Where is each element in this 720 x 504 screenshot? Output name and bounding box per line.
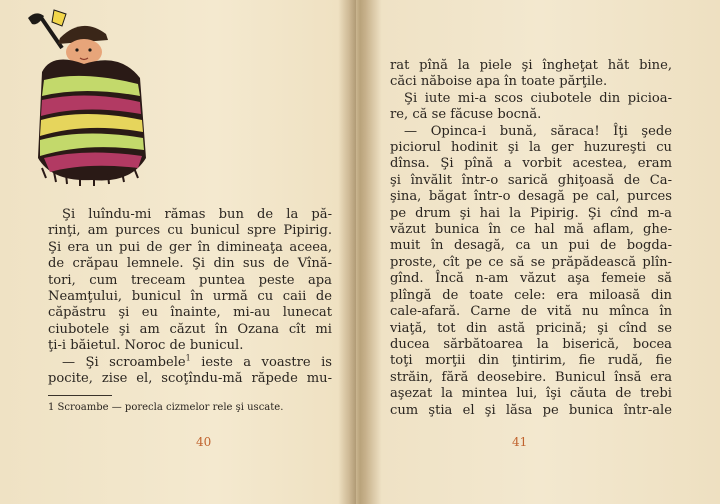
text-line: şi învălit într-o sarică ghiţoasă de Ca- [390,172,672,188]
text-line: muit în desagă, ca un pui de bogda- [390,238,672,254]
text-line: de crăpau lemnele. Şi din sus de Vînă- [48,256,332,272]
text-line: Neamţului, bunicul în urmă cu caii de [48,289,332,305]
right-page-text [390,58,672,419]
text-line: plîngă de toate cele: era miloasă din [390,287,672,303]
text-line: cum ştia el şi lăsa pe bunica într-ale [390,402,672,418]
text-line: văzut bunica în ce hal mă aflam, ghe- [390,222,672,238]
text-line: re, că se făcuse bocnă. [390,107,542,123]
text-line: viaţă, tot din astă pricină; şi cînd se [390,320,672,336]
text-line: dînsa. Şi pînă a vorbit acestea, eram [390,156,672,172]
right-page [364,0,720,504]
text-span: — Şi scroambele [62,354,186,370]
text-line: ciubotele şi am căzut în Ozana cît mi [48,321,332,337]
text-line: pe drum şi hai la Pipirig. Şi cînd m-a [390,205,672,221]
text-line [48,355,332,371]
text-line: şina, băgat într-o desagă pe cal, purces [390,189,672,205]
footnote-marker: 1 [185,353,191,363]
text-line: străin, fără deosebire. Bunicul însă era [390,369,672,385]
text-line: proste, cît pe ce să se prăpădească plîn- [390,254,672,270]
page-number-right: 41 [512,435,528,449]
text-line: căci năboise apa în toate părţile. [390,74,608,90]
page-gutter-shadow [338,0,356,504]
left-page-text [48,207,332,387]
page-number-left: 40 [196,435,212,449]
text-line: rinţi, am purces cu bunicul spre Pipirig. [48,223,332,239]
text-line: pocite, zise el, scoţîndu-mă răpede mu- [48,371,332,387]
text-line: toţi morţii din ţintirim, fie rudă, fie [390,353,672,369]
left-page [0,0,356,504]
text-line: aşezat la mintea lui, îşi căuta de trebi [390,386,672,402]
text-line: gînd. Încă n-am văzut aşa femeie să [390,271,672,287]
text-line: căpăstru şi eu înainte, mi-au lunecat [48,305,332,321]
text-span: ieste a voastre is [201,354,332,370]
text-line: ţi-i băietul. Noroc de bunicul. [48,338,244,354]
text-line: piciorul hodinit şi la ger huzureşti cu [390,140,672,156]
text-line: tori, cum treceam puntea peste apa [48,272,332,288]
text-line: ducea sărbătoarea la biserică, bocea [390,336,672,352]
text-line: rat pînă la piele şi îngheţat hăt bine, [390,58,672,73]
text-line: Şi luîndu-mi rămas bun de la pă- [62,207,332,222]
boy-blanket-illustration [22,8,162,188]
footnote-divider [48,395,112,396]
text-line: Şi era un pui de ger în dimineaţa aceea, [48,239,332,255]
text-line: cale-afară. Carne de vită nu mînca în [390,304,672,320]
text-line: — Opinca-i bună, săraca! Îţi şede [404,123,672,139]
text-line: Şi iute mi-a scos ciubotele din picioa- [404,90,672,106]
footnote: 1 Scroambe — porecla cizmelor rele şi uscate. [48,402,284,413]
